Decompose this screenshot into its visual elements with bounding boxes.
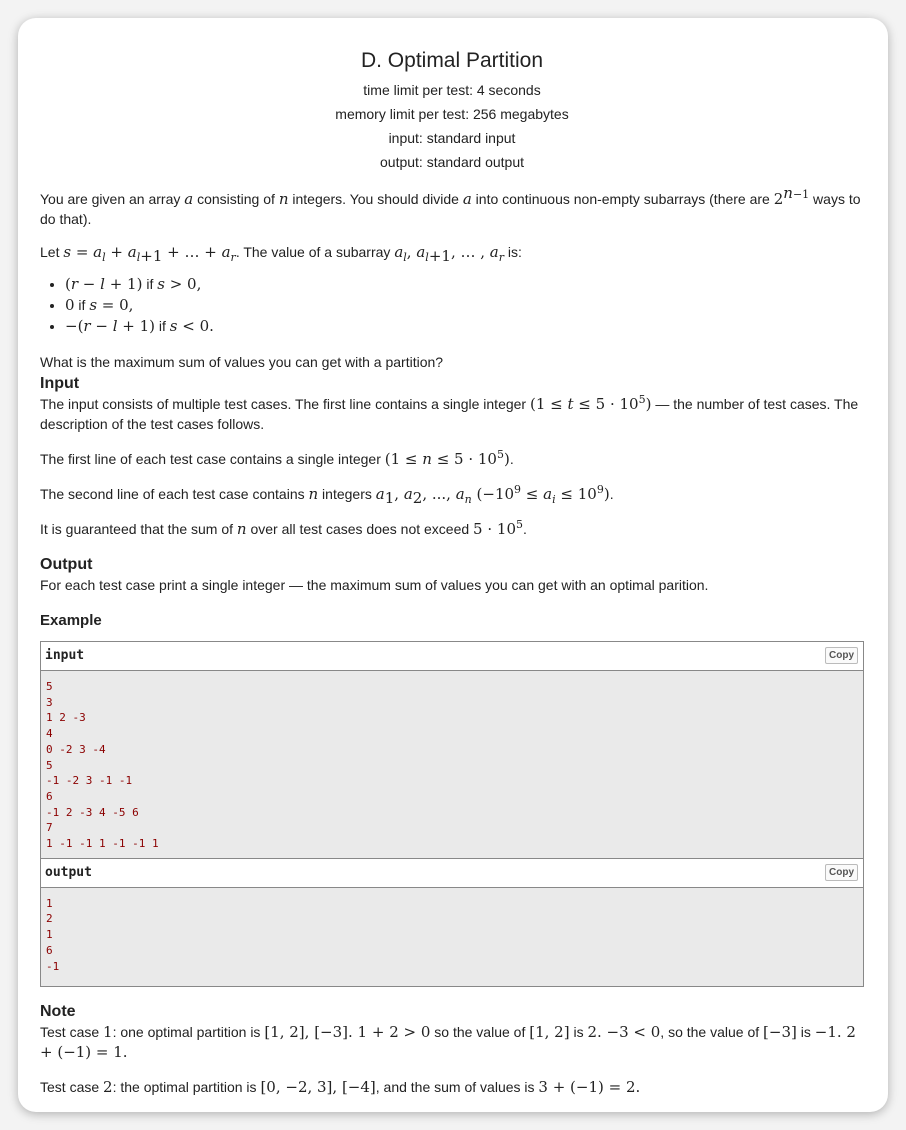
input-heading: Input — [40, 375, 80, 392]
example-input-header — [41, 642, 863, 671]
example-input-label: input — [45, 648, 85, 663]
example-line: 0 -2 3 -4 — [46, 742, 106, 756]
note-test-case-2: Test case 2: the optimal partition is [0, −2, 3], [−4], and the sum of values is 3 + (−1) = 2. — [40, 1078, 641, 1097]
example-line: -1 2 -3 4 -5 6 — [46, 805, 139, 819]
input-paragraph-1: The input consists of multiple test cases. The first line contains a single integer $(1 \le t \le 5 \cdot 10^5)$ — the number of test cases. The description of the test cases follows. — [40, 393, 859, 432]
time-limit: time limit per test: 4 seconds — [363, 82, 541, 98]
output-type: output: standard output — [380, 154, 524, 170]
note-test-case-1: Test case 1: one optimal partition is [1, 2], [−3]. 1 + 2 > 0 so the value of [1, 2] is 2. −3 < 0, so the value of [−3] is −1. 2 + (−1) = 1. — [40, 1023, 856, 1062]
problem-statement — [40, 18, 864, 1097]
example-output-header — [41, 858, 863, 888]
problem-title: D. Optimal Partition — [360, 49, 544, 72]
example-line: 1 2 -3 — [46, 711, 86, 725]
example-input-body — [41, 671, 863, 858]
list-item: • 0 if s = 0, — [65, 295, 864, 316]
note-heading: Note — [40, 1003, 76, 1021]
input-type: input: standard input — [388, 130, 516, 146]
copy-output-button[interactable]: Copy — [825, 864, 858, 881]
example-line: 5 — [46, 680, 53, 693]
example-line: 7 — [46, 821, 53, 835]
problem-card — [18, 18, 888, 1112]
example-line: -1 — [46, 959, 60, 973]
example-line: 4 — [46, 727, 53, 741]
example-line: 6 — [46, 943, 53, 957]
example-heading: Example — [40, 612, 102, 629]
example-line: 1 -1 -1 1 -1 -1 1 — [46, 837, 159, 851]
example-output-label: output — [45, 864, 92, 880]
list-item: • (r − l + 1) if s > 0, — [65, 274, 864, 295]
example-box — [40, 641, 864, 987]
input-paragraph-4: It is guaranteed that the sum of n over all test cases does not exceed $5 \cdot 10^5$. — [40, 518, 527, 538]
example-line: 1 — [46, 928, 53, 942]
example-line: 1 — [46, 896, 53, 910]
list-item: • −(r − l + 1) if s < 0. — [65, 316, 864, 337]
statement-paragraph-1: You are given an array a consisting of n integers. You should divide a into continuous non-empty subarrays (there are $2^{n-1}$ ways to do that). — [40, 184, 861, 227]
output-heading: Output — [40, 556, 93, 573]
output-description: For each test case print a single integer — the maximum sum of values you can get with an optimal parition. — [40, 577, 709, 593]
input-paragraph-3: The second line of each test case contains n integers $a_1$, $a_2$, ..., $a_n$ $(-10^9 \le a_i \le 10^9)$. — [40, 483, 614, 507]
example-line: 5 — [46, 758, 53, 772]
example-line: 2 — [46, 912, 53, 926]
copy-input-button[interactable]: Copy — [825, 647, 858, 664]
input-paragraph-2: The first line of each test case contains a single integer $(1 \le n \le 5 \cdot 10^5)$. — [40, 448, 514, 468]
example-output-body — [41, 888, 863, 987]
example-line: 6 — [46, 789, 53, 803]
value-rules-list — [40, 274, 864, 337]
statement-question: What is the maximum sum of values you can get with a partition? — [40, 354, 444, 370]
example-line: -1 -2 3 -1 -1 — [46, 774, 133, 788]
memory-limit: memory limit per test: 256 megabytes — [335, 106, 569, 122]
example-line: 3 — [46, 695, 53, 709]
statement-paragraph-2: Let $s = a_l + a_{l+1}$ + … + $a_r$. The value of a subarray $a_l$, $a_{l+1}$, … , $a_r$ is: — [40, 243, 522, 265]
